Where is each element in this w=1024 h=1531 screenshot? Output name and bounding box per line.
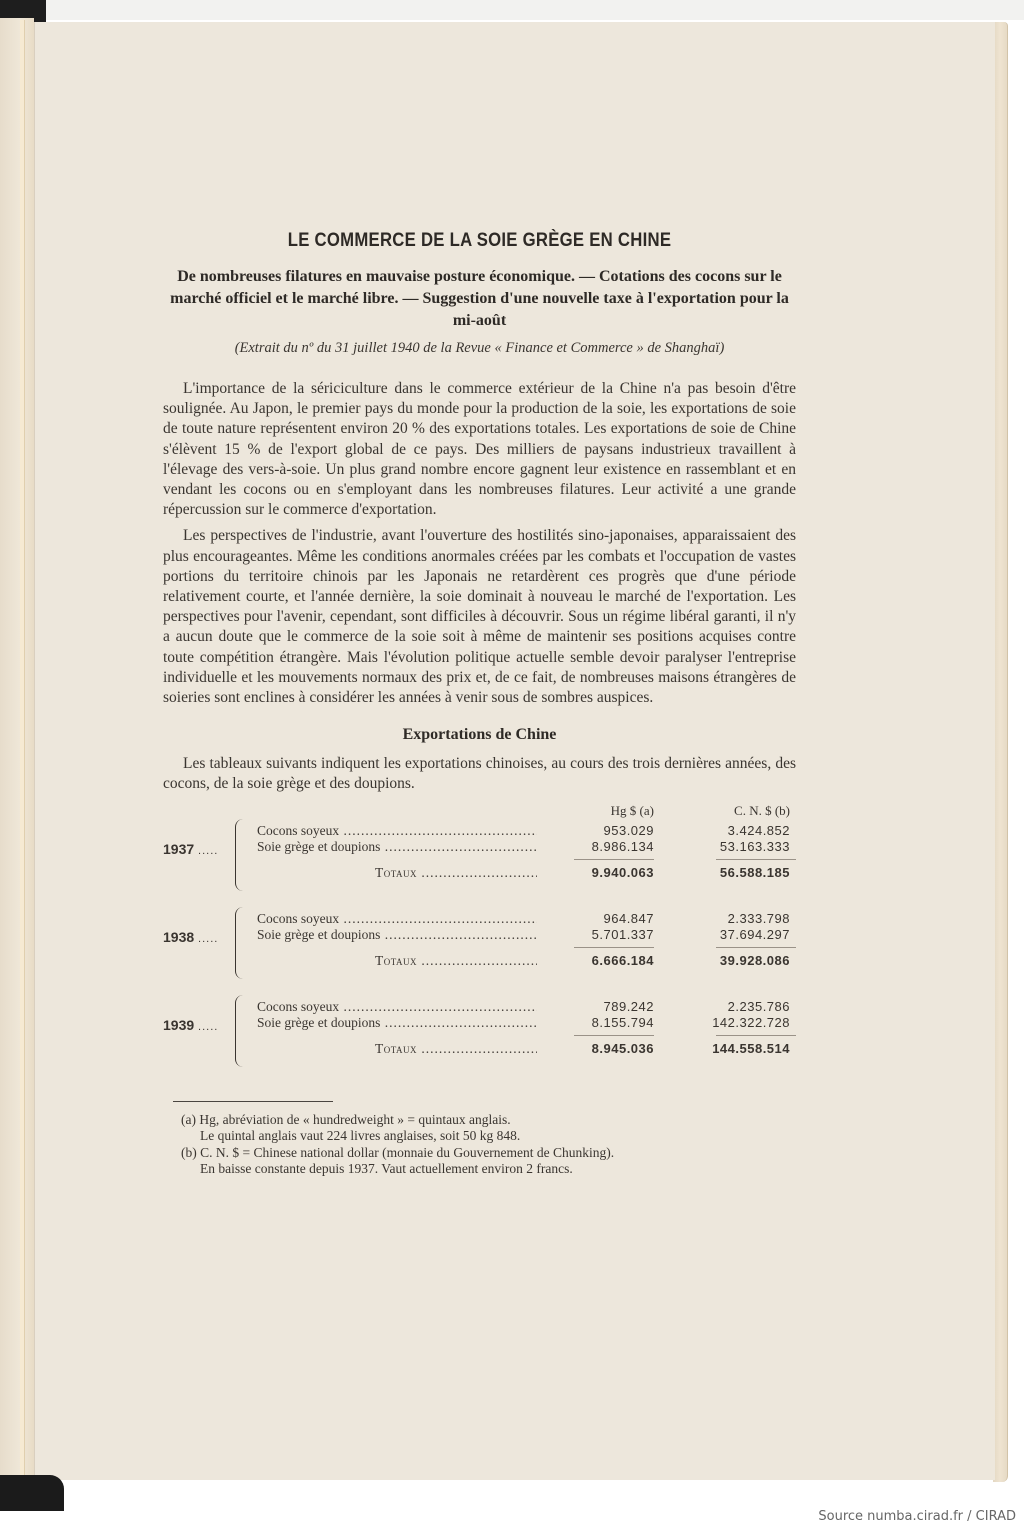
paragraph-1: L'importance de la sériciculture dans le commerce extérieur de la Chine n'a pas besoin d'être soulignée. Au Japon, le premier pays du monde pour la production de la soie, les exportations de soie de toute nature représentent environ 20 % des exportations totales. Les exportations de soie de Chine s'élèvent 15 % de l'export global de ce pays. Des milliers de paysans industrieux travaillent à l'élevage des vers-à-soie. Un plus grand nombre encore gagnent leur existence en rassemblant et en vendant les cocons ou en s'employant dans les nombreuses filatures. Leur activité a une grande répercussion sur le commerce d'exportation. [163, 380, 796, 519]
top-background [46, 0, 1024, 20]
source-credit: Source numba.cirad.fr / CIRAD [818, 1509, 1016, 1524]
paragraph-2: Les perspectives de l'industrie, avant l'ouverture des hostilités sino-japonaises, apparaissaient des plus encourageantes. Même les conditions anormales créées par les combats et l'occupation de vastes portions du territoire chinois par les Japonais ne retardèrent ces progrès que d'une période relativement courte, et l'année dernière, la soie dominait à nouveau le marché de l'exportation. Les perspectives pour l'avenir, cependant, sont difficiles à découvrir. Sous un régime libéral garanti, il n'y a aucun doute que le commerce de la soie soit à même de maintenir ses positions acquises contre toute compétition étrangère. Mais l'évolution politique actuelle semble devoir paralyser l'entreprise individuelle et les mouvements normaux des prix et, de ce fait, de nombreuses maisons étrangères de soieries sont enclines à considérer les années à venir sous de sombres auspices. [163, 527, 796, 707]
column-header-cn: C. N. $ (b) [734, 802, 790, 818]
sum-rule [574, 947, 654, 948]
sum-rule [574, 1035, 654, 1036]
article [163, 230, 796, 1178]
year-label: 1938 ..... [163, 928, 219, 945]
year-block-1937 [163, 819, 796, 899]
sum-rule [716, 947, 796, 948]
year-block-1939 [163, 995, 796, 1075]
column-header-hg: Hg $ (a) [610, 802, 654, 818]
section-intro: Les tableaux suivants indiquent les exportations chinoises, au cours des trois dernières années, des cocons, de la soie grège et des doupions. [163, 755, 796, 793]
table-row: Soie grège et doupions ..... 8.986.134 53.163.333 [257, 839, 796, 855]
table-total-row: Totaux ..... 8.945.036 144.558.514 [257, 1041, 796, 1057]
year-label: 1937 ..... [163, 840, 219, 857]
table-total-row: Totaux ..... 6.666.184 39.928.086 [257, 953, 796, 969]
brace-icon [235, 819, 244, 891]
year-block-1938 [163, 907, 796, 987]
table-row: Cocons soyeux ..... 953.029 3.424.852 [257, 823, 796, 839]
section-title: Exportations de Chine [402, 726, 557, 744]
sum-rule [716, 1035, 796, 1036]
article-subtitle: De nombreuses filatures en mauvaise posture économique. — Cotations des cocons sur le marché officiel et le marché libre. — Suggestion d'une nouvelle taxe à l'exportation pour la mi-août [170, 268, 789, 329]
left-page-edge [0, 18, 34, 1478]
footnote-divider [173, 1101, 333, 1102]
sum-rule [574, 859, 654, 860]
table-total-row: Totaux ..... 9.940.063 56.588.185 [257, 865, 796, 881]
right-page-edges [993, 22, 1008, 1482]
table-header [163, 803, 796, 819]
year-label: 1939 ..... [163, 1016, 219, 1033]
table-row: Soie grège et doupions ..... 8.155.794 142.322.728 [257, 1015, 796, 1031]
table-row: Soie grège et doupions ..... 5.701.337 37.694.297 [257, 927, 796, 943]
table-row: Cocons soyeux ..... 789.242 2.235.786 [257, 999, 796, 1015]
brace-icon [235, 995, 244, 1067]
footnote-b: (b) C. N. $ = Chinese national dollar (monnaie du Gouvernement de Chunking). En baisse constante depuis 1937. Vaut actuellement environ 2 francs. [181, 1144, 615, 1177]
exports-table [163, 803, 796, 1075]
footnotes [163, 1112, 796, 1178]
footnote-a: (a) Hg, abréviation de « hundredweight » = quintaux anglais. Le quintal anglais vaut 224 livres anglaises, soit 50 kg 848. [181, 1111, 521, 1144]
book-binding-bottom [0, 1475, 64, 1511]
article-title: LE COMMERCE DE LA SOIE GRÈGE EN CHINE [287, 230, 672, 251]
sum-rule [716, 859, 796, 860]
article-source: (Extrait du nº du 31 juillet 1940 de la Revue « Finance et Commerce » de Shanghaï) [234, 340, 725, 356]
table-row: Cocons soyeux ..... 964.847 2.333.798 [257, 911, 796, 927]
brace-icon [235, 907, 244, 979]
page-fold [20, 20, 25, 1475]
